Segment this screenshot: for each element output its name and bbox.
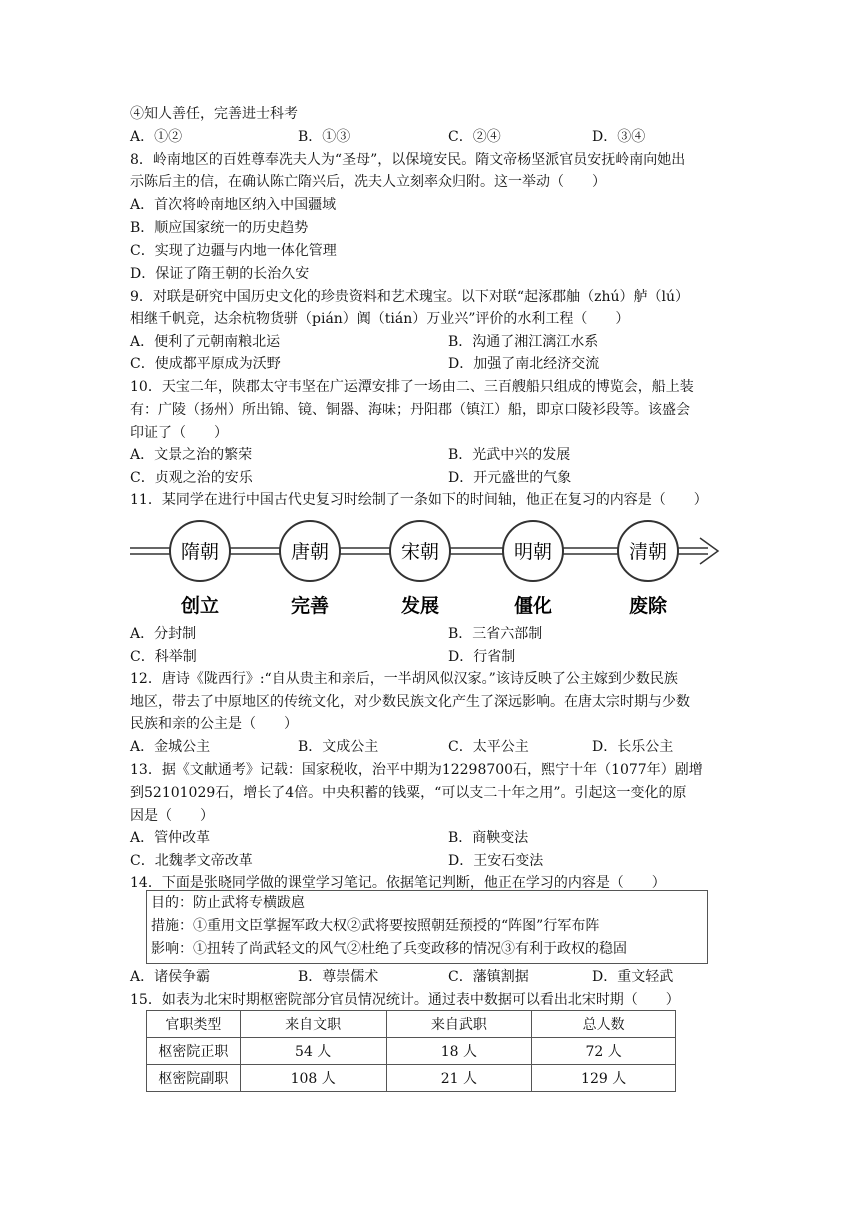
table-cell: 18 人 <box>386 1038 532 1065</box>
notes-measures: 措施：①重用文臣掌握军政大权②武将要按照朝廷预授的“阵图”行军布阵 <box>151 918 600 934</box>
table-row <box>147 1065 676 1092</box>
table-header: 来自武职 <box>386 1011 532 1038</box>
option-o11D: D．行省制 <box>448 649 516 665</box>
timeline-stage-label: 发展 <box>400 595 440 617</box>
option-o13C: C．北魏孝文帝改革 <box>130 853 253 869</box>
option-o12C: C．太平公主 <box>448 739 529 755</box>
table-cell: 72 人 <box>532 1038 676 1065</box>
option-o12A: A．金城公主 <box>130 739 211 755</box>
timeline-stage-label: 创立 <box>180 595 220 617</box>
table-cell: 枢密院正职 <box>147 1038 241 1065</box>
option-o14D: D．重文轻武 <box>592 969 674 985</box>
option-o9A: A．便利了元朝南粮北运 <box>130 334 281 350</box>
text-line-q14: 14．下面是张晓同学做的课堂学习笔记。依据笔记判断，他正在学习的内容是（ ） <box>130 875 666 891</box>
text-line-q8A: A．首次将岭南地区纳入中国疆域 <box>130 197 337 213</box>
timeline-era-label: 宋朝 <box>400 541 440 563</box>
table-cell: 枢密院副职 <box>147 1065 241 1092</box>
text-line-q9a: 9．对联是研究中国历史文化的珍贵资料和艺术瑰宝。以下对联“起涿郡舳（zhú）舻（lú） <box>130 289 689 305</box>
timeline-era-label: 唐朝 <box>290 541 330 563</box>
text-line-q13c: 因是（ ） <box>130 808 214 824</box>
text-line-q8b: 示陈后主的信，在确认陈亡隋兴后，冼夫人立刻率众归附。这一举动（ ） <box>130 174 606 190</box>
official-statistics-table <box>146 1010 676 1092</box>
option-o7B: B．①③ <box>298 129 351 145</box>
option-o13D: D．王安石变法 <box>448 853 544 869</box>
text-line-q9b: 相继千帆竞，达余杭物货骈（pián）阗（tián）万业兴”评价的水利工程（ ） <box>130 311 630 327</box>
option-o9C: C．使成都平原成为沃野 <box>130 356 281 372</box>
text-line-q15: 15．如表为北宋时期枢密院部分官员情况统计。通过表中数据可以看出北宋时期（ ） <box>130 992 680 1008</box>
study-notes-box <box>146 890 708 964</box>
timeline-era-label: 清朝 <box>628 541 668 563</box>
table-header: 总人数 <box>532 1011 676 1038</box>
option-o10B: B．光武中兴的发展 <box>448 447 571 463</box>
option-o12D: D．长乐公主 <box>592 739 674 755</box>
option-o11C: C．科举制 <box>130 649 197 665</box>
timeline-diagram <box>130 520 720 620</box>
option-o14A: A．诸侯争霸 <box>130 969 211 985</box>
option-o10C: C．贞观之治的安乐 <box>130 470 253 486</box>
option-o7C: C．②④ <box>448 129 501 145</box>
option-o14C: C．藩镇割据 <box>448 969 529 985</box>
option-o7D: D．③④ <box>592 129 646 145</box>
table-cell: 21 人 <box>386 1065 532 1092</box>
option-o12B: B．文成公主 <box>298 739 379 755</box>
table-cell: 54 人 <box>240 1038 386 1065</box>
timeline-stage-label: 僵化 <box>513 595 553 617</box>
text-line-q12c: 民族和亲的公主是（ ） <box>130 716 298 732</box>
option-o14B: B．尊崇儒术 <box>298 969 379 985</box>
notes-purpose: 目的：防止武将专横跋扈 <box>151 895 305 911</box>
option-o9B: B．沟通了湘江漓江水系 <box>448 334 599 350</box>
timeline-era-label: 隋朝 <box>180 541 220 563</box>
option-o10D: D．开元盛世的气象 <box>448 470 572 486</box>
text-line-q8D: D．保证了隋王朝的长治久安 <box>130 266 310 282</box>
timeline-era-label: 明朝 <box>513 541 553 563</box>
table-row <box>147 1038 676 1065</box>
option-o11B: B．三省六部制 <box>448 626 543 642</box>
table-header: 官职类型 <box>147 1011 241 1038</box>
option-o11A: A．分封制 <box>130 626 197 642</box>
text-line-q12a: 12．唐诗《陇西行》:“自从贵主和亲后，一半胡风似汉家。”该诗反映了公主嫁到少数民族 <box>130 671 678 687</box>
option-o10A: A．文景之治的繁荣 <box>130 447 253 463</box>
text-line-q8C: C．实现了边疆与内地一体化管理 <box>130 243 337 259</box>
notes-impact: 影响：①扭转了尚武轻文的风气②杜绝了兵变政移的情况③有利于政权的稳固 <box>151 941 627 957</box>
text-line-q13b: 到52101029石，增长了4倍。中央积蓄的钱粟，“可以支二十年之用”。引起这一变化的原 <box>130 785 687 801</box>
option-o9D: D．加强了南北经济交流 <box>448 356 600 372</box>
option-o13B: B．商鞅变法 <box>448 830 529 846</box>
timeline-stage-label: 完善 <box>290 595 330 617</box>
timeline-stage-label: 废除 <box>628 595 668 617</box>
option-o7A: A．①② <box>130 129 183 145</box>
text-line-q10c: 印证了（ ） <box>130 425 228 441</box>
text-line-q12b: 地区，带去了中原地区的传统文化，对少数民族文化产生了深远影响。在唐太宗时期与少数 <box>130 694 690 710</box>
text-line-q11: 11．某同学在进行中国古代史复习时绘制了一条如下的时间轴，他正在复习的内容是（ ） <box>130 492 708 508</box>
option-o13A: A．管仲改革 <box>130 830 211 846</box>
table-cell: 129 人 <box>532 1065 676 1092</box>
text-line-q8a: 8．岭南地区的百姓尊奉冼夫人为“圣母”，以保境安民。隋文帝杨坚派官员安抚岭南向她出 <box>130 152 686 168</box>
table-header-row <box>147 1011 676 1038</box>
table-header: 来自文职 <box>240 1011 386 1038</box>
text-line-l1: ④知人善任，完善进士科考 <box>130 106 298 122</box>
text-line-q10b: 有：广陵（扬州）所出锦、镜、铜器、海味；丹阳郡（镇江）船，即京口陵衫段等。该盛会 <box>130 402 690 418</box>
table-cell: 108 人 <box>240 1065 386 1092</box>
text-line-q13a: 13．据《文献通考》记载：国家税收，治平中期为12298700石，熙宁十年（1077年）剧增 <box>130 762 703 778</box>
text-line-q8B: B．顺应国家统一的历史趋势 <box>130 220 309 236</box>
text-line-q10a: 10．天宝二年，陕郡太守韦坚在广运潭安排了一场由二、三百艘船只组成的博览会，船上装 <box>130 379 694 395</box>
